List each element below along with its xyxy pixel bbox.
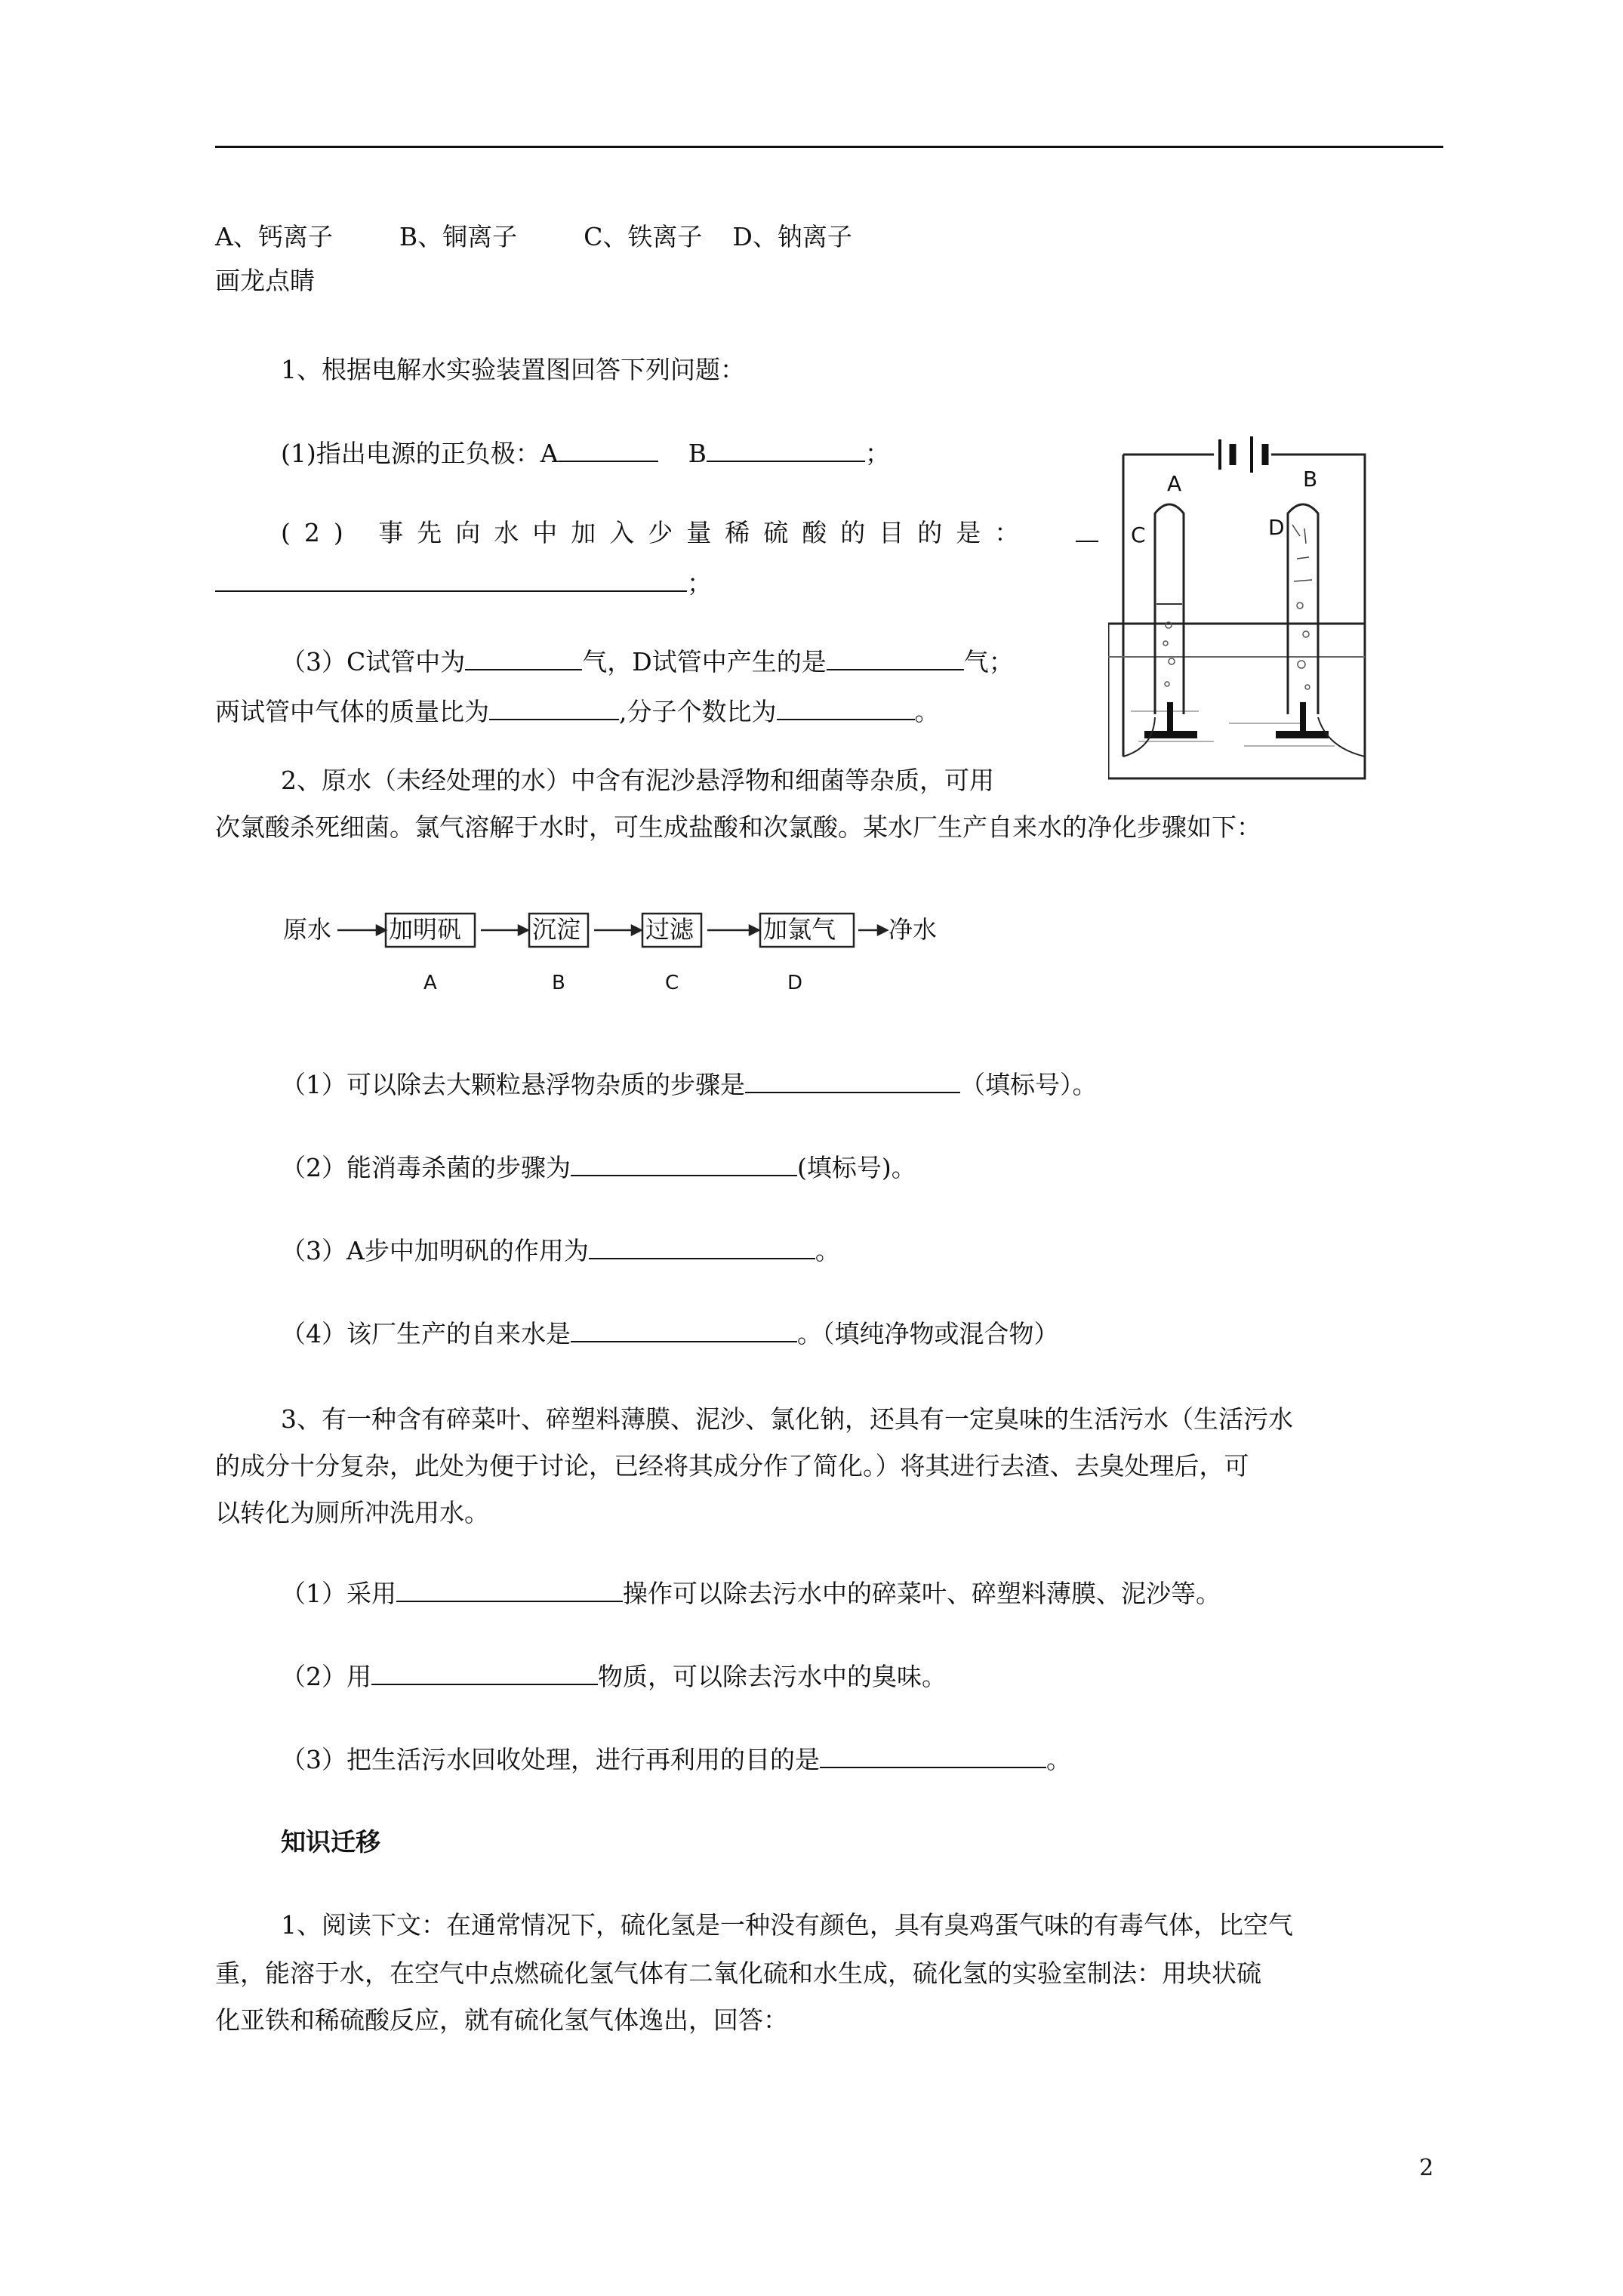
- section-title: 画龙点睛: [215, 266, 315, 295]
- q1-part3-cont: 两试管中气体的质量比为 ,分子个数比为 。: [215, 697, 940, 726]
- answer-blank[interactable]: [215, 568, 687, 592]
- page-number: 2: [1419, 2155, 1434, 2181]
- label-b: B: [1303, 467, 1318, 492]
- header-rule: [215, 146, 1443, 148]
- flow-label-d: D: [787, 972, 803, 994]
- test-tube-d: [1288, 504, 1318, 714]
- transfer-l2: 重，能溶于水，在空气中点燃硫化氢气体有二氧化硫和水生成，硫化氢的实验室制法：用块状硫: [215, 1959, 1261, 1988]
- q1-intro: 1、根据电解水实验装置图回答下列问题：: [281, 355, 745, 384]
- q2-intro-l2: 次氯酸杀死细菌。氯气溶解于水时，可生成盐酸和次氯酸。某水厂生产自来水的净化步骤如下：: [215, 812, 1261, 842]
- answer-blank[interactable]: [589, 1235, 815, 1259]
- choice-d: D、钠离子: [732, 222, 852, 251]
- q1-part3: （3）C试管中为 气，D试管中产生的是 气；: [281, 647, 1014, 676]
- flow-start: 原水: [283, 915, 332, 944]
- answer-blank[interactable]: [489, 696, 619, 720]
- q3-l1: 3、有一种含有碎菜叶、碎塑料薄膜、泥沙、氯化钠，还具有一定臭味的生活污水（生活污水: [281, 1404, 1293, 1434]
- answer-blank[interactable]: [827, 646, 964, 670]
- q2-step1: （1）可以除去大颗粒悬浮物杂质的步骤是 （填标号）。: [281, 1070, 1098, 1099]
- flow-step-4: 加氯气: [763, 915, 836, 944]
- q3-step2: （2）用 物质，可以除去污水中的臭味。: [281, 1662, 947, 1691]
- answer-blank[interactable]: [745, 1069, 960, 1093]
- beaker: [1108, 624, 1365, 778]
- answer-blank[interactable]: [777, 696, 915, 720]
- choice-b: B、铜离子: [399, 222, 518, 251]
- transfer-title: 知识迁移: [281, 1827, 380, 1857]
- transfer-l1: 1、阅读下文：在通常情况下，硫化氢是一种没有颜色，具有臭鸡蛋气味的有毒气体，比空气: [281, 1910, 1293, 1940]
- electrolysis-diagram: [1108, 430, 1395, 785]
- answer-blank[interactable]: [1076, 518, 1098, 549]
- q2-step4: （4）该厂生产的自来水是 。（填纯净物或混合物）: [281, 1319, 1059, 1348]
- q3-step1: （1）采用 操作可以除去污水中的碎菜叶、碎塑料薄膜、泥沙等。: [281, 1579, 1221, 1608]
- flow-step-1: 加明矾: [389, 915, 462, 944]
- flow-label-a: A: [423, 972, 437, 994]
- q1-part2: (2) 事先向水中加入少量稀硫酸的目的是：: [281, 518, 1033, 547]
- q2-step3: （3）A步中加明矾的作用为 。: [281, 1236, 840, 1265]
- q3-step3: （3）把生活污水回收处理，进行再利用的目的是 。: [281, 1745, 1071, 1774]
- flow-step-2: 沉淀: [532, 915, 581, 944]
- flow-step-3: 过滤: [645, 915, 694, 944]
- q3-l3: 以转化为厕所冲洗用水。: [215, 1498, 489, 1527]
- answer-blank[interactable]: [707, 438, 865, 462]
- answer-blank[interactable]: [820, 1744, 1046, 1768]
- answer-blank[interactable]: [571, 1152, 797, 1176]
- label-c: C: [1131, 522, 1146, 547]
- answer-blank[interactable]: [371, 1661, 598, 1685]
- answer-blank[interactable]: [396, 1578, 623, 1602]
- q1-part1: (1)指出电源的正负极：A B ；: [281, 439, 890, 468]
- purification-flow-diagram: [283, 906, 962, 1004]
- choices-line: [215, 222, 852, 252]
- transfer-l3: 化亚铁和稀硫酸反应，就有硫化氢气体逸出，回答：: [215, 2005, 788, 2035]
- flow-end: 净水: [888, 915, 938, 944]
- q2-intro-l1: 2、原水（未经处理的水）中含有泥沙悬浮物和细菌等杂质，可用: [281, 766, 994, 795]
- choice-a: A、钙离子: [215, 222, 333, 251]
- answer-blank[interactable]: [571, 1318, 797, 1342]
- battery-icon: [1220, 436, 1265, 473]
- answer-blank[interactable]: [465, 646, 582, 670]
- flow-label-b: B: [552, 972, 565, 994]
- label-d: D: [1268, 515, 1285, 540]
- q2-step2: （2）能消毒杀菌的步骤为 (填标号)。: [281, 1153, 916, 1182]
- flow-label-c: C: [665, 972, 679, 994]
- q3-l2: 的成分十分复杂，此处为便于讨论，已经将其成分作了简化。）将其进行去渣、去臭处理后，可: [215, 1451, 1249, 1481]
- answer-blank[interactable]: [559, 438, 658, 462]
- choice-c: C、铁离子: [584, 222, 703, 251]
- q1-part2-cont: ；: [215, 568, 712, 599]
- label-a: A: [1167, 471, 1182, 496]
